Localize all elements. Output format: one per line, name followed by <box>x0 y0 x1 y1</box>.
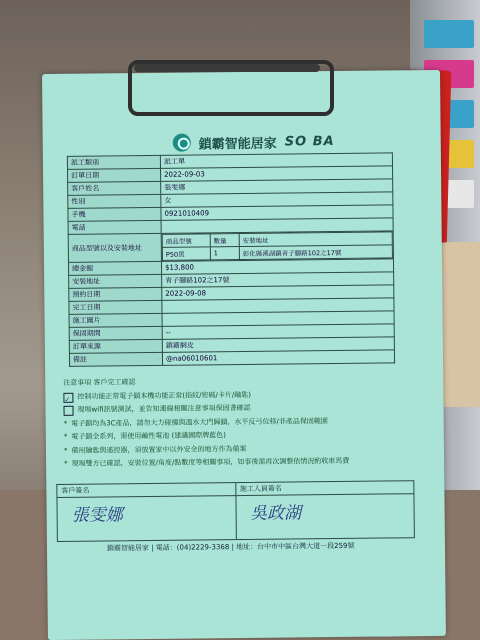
customer-signature-cell <box>57 483 236 541</box>
footer-address: 地址：台中市中區台灣大道一段259號 <box>236 541 355 552</box>
customer-signature: 張雯娜 <box>71 505 123 526</box>
checkbox[interactable]: ✓ <box>63 392 73 402</box>
footer: 鎖霸智能居家 | 電話：(04)2229-3368 | 地址：台中市中區台灣大道一段259號 <box>106 541 355 553</box>
product-label: 商品型號以及安裝地址 <box>68 233 161 262</box>
row-value: 派工單 <box>160 153 392 168</box>
form-row <box>69 350 394 366</box>
note-item: * 電子鎖全系列，需使用鹼性電池 (建議國際牌藍色) <box>64 427 424 444</box>
row-value: 張雯娜 <box>161 179 393 194</box>
note-text: 現場雙方已確認，安裝位置/角度/點數度等相關事項，如事後需再次調整依情況酌收車馬費 <box>71 456 350 468</box>
notes-section <box>63 373 424 471</box>
row-label: 預約日期 <box>69 287 162 301</box>
product-cell: 彰化縣溪湖鎮青子腳路102之17號 <box>239 245 392 260</box>
row-value: -- <box>162 324 394 339</box>
worker-signature: 吳政湖 <box>250 503 302 524</box>
note-item: * 備用鑰匙與遙控器，須放置家中以外安全的地方作為備案 <box>64 441 424 458</box>
note-item: * 現場雙方已確認，安裝位置/角度/點數度等相關事項，如事後需再次調整依情況酌收車馬費 <box>64 454 424 471</box>
row-value: 鎖霸網皮 <box>162 337 394 352</box>
row-label: 備註 <box>69 352 162 366</box>
product-header: 商品型號 <box>162 234 210 248</box>
row-label: 保固期間 <box>69 326 162 340</box>
row-value: @na06010601 <box>162 350 394 365</box>
row-label: 派工類別 <box>67 155 160 169</box>
note-text: 電子鎖全系列，需使用鹼性電池 (建議國際牌藍色) <box>71 431 227 441</box>
row-label: 訂單來源 <box>69 339 162 353</box>
product-cell: 1 <box>210 247 239 260</box>
signature-table <box>56 480 415 542</box>
worker-sign-label: 施工人員簽名 <box>236 481 414 496</box>
order-form-table <box>67 152 395 366</box>
product-row <box>68 231 393 262</box>
lock-logo-icon <box>173 134 191 152</box>
row-label: 施工圖片 <box>69 313 162 327</box>
work-order-paper <box>42 70 446 640</box>
row-value: 青子腳路102之17號 <box>162 272 394 287</box>
brand-header <box>173 128 413 155</box>
clipboard-clip-bar <box>134 64 320 72</box>
footer-phone: 電話：(04)2229-3368 <box>155 543 230 552</box>
row-label: 訂單日期 <box>68 168 161 182</box>
notes-title: 注意事項 客戶完工確認 <box>63 378 136 387</box>
footer-company: 鎖霸智能居家 <box>106 543 150 553</box>
row-label: 手機 <box>68 207 161 221</box>
row-label: 安裝地址 <box>69 274 162 288</box>
brand-en: SO BA <box>284 133 335 150</box>
product-cell: P50黑 <box>162 247 210 261</box>
customer-sign-label: 客戶簽名 <box>57 483 235 498</box>
row-label: 電話 <box>68 220 161 234</box>
row-label: 總金額 <box>68 261 161 275</box>
product-table <box>162 231 393 260</box>
note-text: 現場wifi訊號測試，並告知連線相關注意事項保固書確認 <box>77 403 251 414</box>
row-label: 性別 <box>68 194 161 208</box>
brand-name: 鎖霸智能居家 <box>198 136 277 152</box>
worker-signature-cell <box>236 481 414 539</box>
row-value: $13,800 <box>161 259 393 274</box>
note-text: 電子鎖均為3C產品，請勿大力碰撞與溫水大門歸鎖，水平反弓位移/非產品保固範圍 <box>71 416 328 428</box>
row-value: 女 <box>161 192 393 207</box>
row-value: 2022-09-08 <box>162 285 394 300</box>
row-value: 2022-09-03 <box>161 166 393 181</box>
checkbox[interactable] <box>63 406 73 416</box>
note-item: * 電子鎖均為3C產品，請勿大力碰撞與溫水大門歸鎖，水平反弓位移/非產品保固範圍 <box>64 414 424 431</box>
product-header: 安裝地址 <box>239 232 392 247</box>
shelf-box <box>424 20 474 48</box>
row-value: 0921010409 <box>161 205 393 220</box>
note-text: 備用鑰匙與遙控器，須放置家中以外安全的地方作為備案 <box>71 444 247 455</box>
row-label: 客戶姓名 <box>68 181 161 195</box>
note-text: 控制功能正常電子鎖本機功能正常(指紋/密碼/卡片/鑰匙) <box>77 390 251 401</box>
row-label: 完工日期 <box>69 300 162 314</box>
product-header: 數量 <box>210 234 239 247</box>
